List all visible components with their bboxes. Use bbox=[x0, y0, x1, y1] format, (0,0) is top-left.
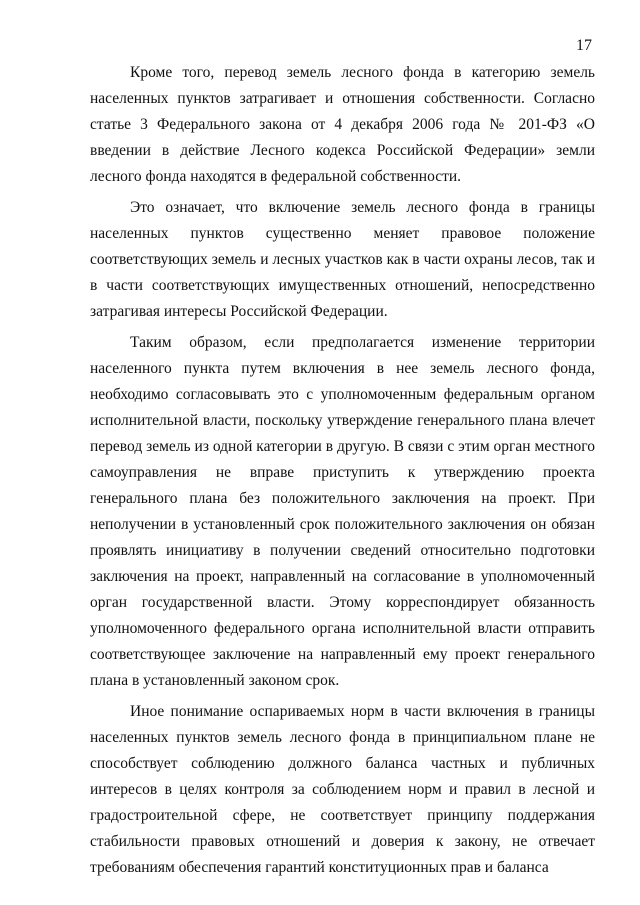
document-body bbox=[90, 60, 595, 886]
paragraph-3: Таким образом, если предполагается изменение территории населенного пункта путем включения в нее земель лесного фонда, необходимо согласовывать это с уполномоченным федеральным органом исполнительной власти, поскольку утверждение генерального плана влечет перевод земель из одной категории в другую. В связи с этим орган местного самоуправления не вправе приступить к утверждению проекта генерального плана без положительного заключения на проект. При неполучении в установленный срок положительного заключения он обязан проявлять инициативу в получении сведений относительно подготовки заключения на проект, направленный на согласование в уполномоченный орган государственной власти. Этому корреспондирует обязанность уполномоченного федерального органа исполнительной власти отправить соответствующее заключение на направленный ему проект генерального плана в установленный законом срок. bbox=[90, 334, 595, 689]
paragraph-1: Кроме того, перевод земель лесного фонда в категорию земель населенных пунктов затрагивает и отношения собственности. Согласно статье 3 Федерального закона от 4 декабря 2006 года № 201-ФЗ «О введении в действие Лесного кодекса Российской Федерации» земли лесного фонда находятся в федеральной собственности. bbox=[90, 64, 595, 185]
paragraph-4: Иное понимание оспариваемых норм в части включения в границы населенных пунктов земель лесного фонда в принципиальном плане не способствует соблюдению должного баланса частных и публичных интересов в целях контроля за соблюдением норм и правил в лесной и градостроительной сфере, не соответствует принципу поддержания стабильности правовых отношений и доверия к закону, не отвечает требованиям обеспечения гарантий конституционных прав и баланса bbox=[90, 703, 595, 876]
page-number: 17 bbox=[576, 37, 592, 54]
paragraph-2: Это означает, что включение земель лесного фонда в границы населенных пунктов существенно меняет правовое положение соответствующих земель и лесных участков как в части охраны лесов, так и в части соответствующих имущественных отношений, непосредственно затрагивая интересы Российской Федерации. bbox=[90, 199, 595, 320]
